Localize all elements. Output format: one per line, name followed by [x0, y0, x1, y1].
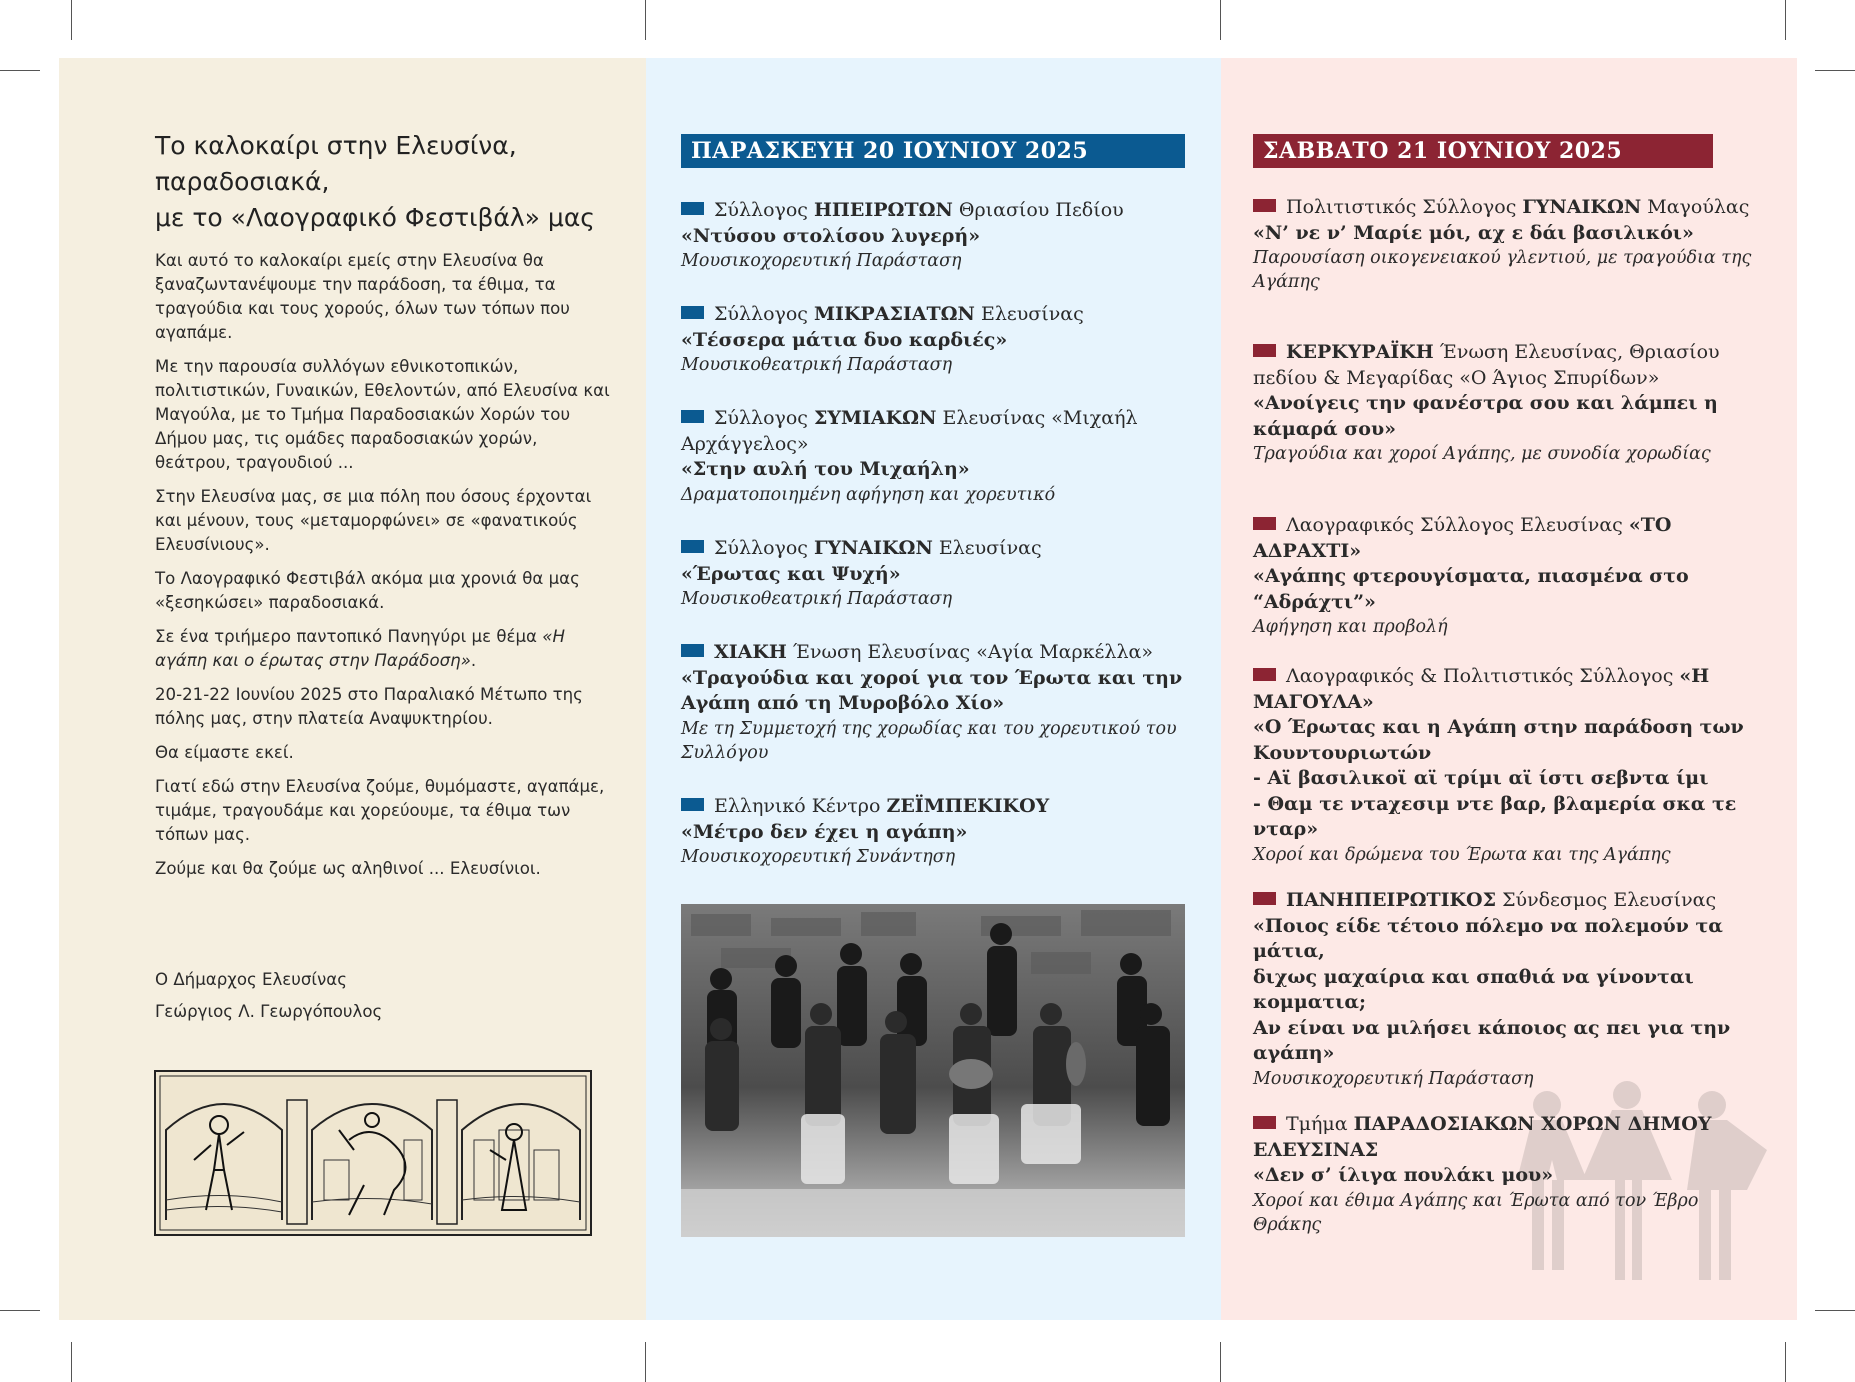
signature-role: Ο Δήμαρχος Ελευσίνας	[155, 970, 347, 989]
crop-mark	[71, 1342, 72, 1382]
event-title: «Ανοίγεις την φανέστρα σου και λάμπει η κάμαρά σου»	[1253, 392, 1718, 440]
crop-mark	[645, 1342, 646, 1382]
bullet-square-icon	[681, 644, 704, 657]
festival-theme: «Η αγάπη και ο έρωτας στην Παράδοση»	[155, 627, 565, 670]
event-title: «Τέσσερα μάτια δυο καρδιές»	[681, 328, 1008, 351]
saturday-panel	[1221, 58, 1797, 1320]
event-subtitle: Χοροί και έθιμα Αγάπης και Έρωτα από τον Έβρο Θράκης	[1253, 1190, 1699, 1235]
intro-paragraph: 20-21-22 Ιουνίου 2025 στο Παραλιακό Μέτωπο της πόλης μας, στην πλατεία Αναψυκτηρίου.	[155, 685, 583, 728]
crop-mark	[0, 70, 40, 71]
event-title: «Ντύσου στολίσου λυγερή»	[681, 224, 981, 247]
saturday-header: ΣΑΒΒΑΤΟ 21 ΙΟΥΝΙΟΥ 2025	[1253, 134, 1713, 168]
event-title-line: - Θαμ τε ντaχεσιμ ντε βαρ, βλαμερία σκα τε νταρ»	[1253, 792, 1737, 840]
event-title-line: Αν είναι να μιλήσει κάποιος ας πει για την αγάπη»	[1253, 1016, 1731, 1064]
event-item: Λαογραφικός & Πολιτιστικός Σύλλογος «Η ΜΑΓΟΥΛΑ» «Ο Έρωτας και η Αγάπη στην παράδοση των Κουντουριωτών - Αϊ βασιλικοϊ αϊ τρίμι αϊ ίστι σεβντα ίμι - Θαμ τε ντaχεσιμ ντε βαρ, βλαμερία σκα τε νταρ» Χοροί και δρώμενα του Έρωτα και της Αγάπης	[1253, 664, 1765, 867]
bullet-square-icon	[681, 202, 704, 215]
event-title: «Ποιος είδε τέτοιο πόλεμο να πολεμούν τα μάτια,	[1253, 914, 1723, 962]
bullet-square-icon	[681, 410, 704, 423]
intro-paragraph: Στην Ελευσίνα μας, σε μια πόλη που όσους έρχονται και μένουν, τους «μεταμορφώνει» σε «φανατικούς Ελευσίνιους».	[155, 487, 592, 554]
bullet-square-icon	[1253, 892, 1276, 905]
event-item: ΠΑΝΗΠΕΙΡΩΤΙΚΟΣ Σύνδεσμος Ελευσίνας «Ποιος είδε τέτοιο πόλεμο να πολεμούν τα μάτια, διχως μαχαίρια και σπαθιά να γίνονται κομματια; Αν είναι να μιλήσει κάποιος ας πει για την αγάπη» Μουσικοχορευτική Παράσταση	[1253, 888, 1765, 1091]
event-item: ΧΙΑΚΗ Ένωση Ελευσίνας «Αγία Μαρκέλλα» «Τραγούδια και χοροί για τον Έρωτα και την Αγάπη από τη Μυροβόλο Χίο» Με τη Συμμετοχή της χορωδίας και του χορευτικού του Συλλόγου	[681, 640, 1191, 765]
intro-paragraph: Γιατί εδώ στην Ελευσίνα ζούμε, θυμόμαστε, αγαπάμε, τιμάμε, τραγουδάμε και χορεύουμε, τα έθιμα των τόπων μας.	[155, 777, 605, 844]
event-subtitle: Μουσικοχορευτική Παράσταση	[1253, 1068, 1534, 1089]
crop-mark	[1220, 0, 1221, 40]
event-title: «Έρωτας και Ψυχή»	[681, 562, 901, 585]
event-subtitle: Παρουσίαση οικογενειακού γλεντιού, με τραγούδια της Αγάπης	[1253, 248, 1752, 292]
bullet-square-icon	[1253, 199, 1276, 212]
event-subtitle: Μουσικοθεατρική Παράσταση	[681, 589, 953, 609]
event-title-line: - Αϊ βασιλικοϊ αϊ τρίμι αϊ ίστι σεβντα ίμι	[1253, 767, 1709, 789]
event-subtitle: Χοροί και δρώμενα του Έρωτα και της Αγάπης	[1253, 844, 1671, 865]
bullet-square-icon	[1253, 344, 1276, 357]
intro-paragraph: Το Λαογραφικό Φεστιβάλ ακόμα μια χρονιά θα μας «ξεσηκώσει» παραδοσιακά.	[155, 569, 580, 612]
musicians-photo	[681, 904, 1185, 1237]
crop-mark	[1785, 0, 1786, 40]
event-subtitle: Μουσικοθεατρική Παράσταση	[681, 355, 953, 375]
event-item: Σύλλογος ΜΙΚΡΑΣΙΑΤΩΝ Ελευσίνας «Τέσσερα μάτια δυο καρδιές» Μουσικοθεατρική Παράσταση	[681, 302, 1191, 377]
event-item: Πολιτιστικός Σύλλογος ΓΥΝΑΙΚΩΝ Μαγούλας «Ν’ νε ν’ Μαρίε μόι, αχ ε δάι βασιλικόι» Παρουσίαση οικογενειακού γλεντιού, με τραγούδια της Αγάπης	[1253, 195, 1765, 294]
event-title: «Δεν σ’ ίλιγα πουλάκι μου»	[1253, 1164, 1554, 1186]
crop-mark	[1815, 70, 1855, 71]
event-subtitle: Μουσικοχορευτική Παράσταση	[681, 251, 962, 271]
event-title: «Ν’ νε ν’ Μαρίε μόι, αχ ε δάι βασιλικόι»	[1253, 221, 1694, 244]
signature	[155, 964, 382, 1028]
event-subtitle: Μουσικοχορευτική Συνάντηση	[681, 847, 956, 867]
event-title: «Μέτρο δεν έχει η αγάπη»	[681, 820, 968, 843]
friday-panel	[646, 58, 1221, 1320]
bullet-square-icon	[1253, 668, 1276, 681]
event-item: Τμήμα ΠΑΡΑΔΟΣΙΑΚΩΝ ΧΟΡΩΝ ΔΗΜΟΥ ΕΛΕΥΣΙΝΑΣ «Δεν σ’ ίλιγα πουλάκι μου» Χοροί και έθιμα Αγάπης και Έρωτα από τον Έβρο Θράκης	[1253, 1112, 1765, 1237]
bullet-square-icon	[681, 540, 704, 553]
friday-header: ΠΑΡΑΣΚΕΥΗ 20 ΙΟΥΝΙΟΥ 2025	[681, 134, 1185, 168]
event-item: Ελληνικό Κέντρο ΖΕΪΜΠΕΚΙΚΟΥ «Μέτρο δεν έχει η αγάπη» Μουσικοχορευτική Συνάντηση	[681, 794, 1191, 869]
bullet-square-icon	[1253, 517, 1276, 530]
intro-paragraph: Και αυτό το καλοκαίρι εμείς στην Ελευσίνα θα ξαναζωντανέψουμε την παράδοση, τα έθιμα, τα τραγούδια και τους χορούς, όλων των τόπων που αγαπάμε.	[155, 251, 570, 342]
intro-paragraph: Ζούμε και θα ζούμε ως αληθινοί ... Ελευσίνιοι.	[155, 859, 541, 878]
event-subtitle: Τραγούδια και χοροί Αγάπης, με συνοδία χορωδίας	[1253, 444, 1711, 464]
intro-paragraph-theme: Σε ένα τριήμερο παντοπικό Πανηγύρι με θέμα «Η αγάπη και ο έρωτας στην Παράδοση».	[155, 627, 565, 670]
event-item: Σύλλογος ΣΥΜΙΑΚΩΝ Ελευσίνας «Μιχαήλ Αρχάγγελος» «Στην αυλή του Μιχαήλη» Δραματοποιημένη αφήγηση και χορευτικό	[681, 406, 1191, 507]
bullet-square-icon	[681, 798, 704, 811]
event-item: ΚΕΡΚΥΡΑΪΚΗ Ένωση Ελευσίνας, Θριασίου πεδίου & Μεγαρίδας «Ο Άγιος Σπυρίδων» «Ανοίγεις την φανέστρα σου και λάμπει η κάμαρά σου» Τραγούδια και χοροί Αγάπης, με συνοδία χορωδίας	[1253, 340, 1765, 466]
signature-name: Γεώργιος Λ. Γεωργόπουλος	[155, 1002, 383, 1021]
event-subtitle: Με τη Συμμετοχή της χορωδίας και του χορευτικού του Συλλόγου	[681, 718, 1177, 763]
intro-body	[155, 249, 615, 891]
woodcut-engraving	[154, 1070, 592, 1236]
event-item: Λαογραφικός Σύλλογος Ελευσίνας «ΤΟ ΑΔΡΑΧΤΙ» «Αγάπης φτερουγίσματα, πιασμένα στο “Αδράχτι”» Αφήγηση και προβολή	[1253, 513, 1765, 639]
event-title: «Ο Έρωτας και η Αγάπη στην παράδοση των Κουντουριωτών	[1253, 716, 1744, 764]
intro-paragraph: Με την παρουσία συλλόγων εθνικοτοπικών, πολιτιστικών, Γυναικών, Εθελοντών, από Ελευσίνα και Μαγούλα, με το Τμήμα Παραδοσιακών Χορών του Δήμου μας, τις ομάδες παραδοσιακών χορών, θεάτρου, τραγουδιού ...	[155, 357, 610, 472]
intro-panel	[59, 58, 646, 1320]
bullet-square-icon	[1253, 1116, 1276, 1129]
event-item: Σύλλογος ΓΥΝΑΙΚΩΝ Ελευσίνας «Έρωτας και Ψυχή» Μουσικοθεατρική Παράσταση	[681, 536, 1191, 611]
crop-mark	[71, 0, 72, 40]
event-title: «Αγάπης φτερουγίσματα, πιασμένα στο “Αδράχτι”»	[1253, 565, 1689, 613]
intro-title: Το καλοκαίρι στην Ελευσίνα, παραδοσιακά, με το «Λαογραφικό Φεστιβάλ» μας	[155, 131, 595, 232]
event-subtitle: Δραματοποιημένη αφήγηση και χορευτικό	[681, 484, 1056, 505]
crop-mark	[1785, 1342, 1786, 1382]
event-title: «Στην αυλή του Μιχαήλη»	[681, 458, 970, 480]
crop-mark	[1815, 1310, 1855, 1311]
bullet-square-icon	[681, 306, 704, 319]
intro-paragraph: Θα είμαστε εκεί.	[155, 743, 294, 762]
event-title: «Τραγούδια και χοροί για τον Έρωτα και την Αγάπη από τη Μυροβόλο Χίο»	[681, 666, 1183, 714]
event-title-line: διχως μαχαίρια και σπαθιά να γίνονται κομματια;	[1253, 965, 1694, 1013]
crop-mark	[1220, 1342, 1221, 1382]
crop-mark	[0, 1310, 40, 1311]
event-item: Σύλλογος ΗΠΕΙΡΩΤΩΝ Θριασίου Πεδίου «Ντύσου στολίσου λυγερή» Μουσικοχορευτική Παράσταση	[681, 198, 1191, 273]
event-subtitle: Αφήγηση και προβολή	[1253, 617, 1448, 637]
crop-mark	[645, 0, 646, 40]
